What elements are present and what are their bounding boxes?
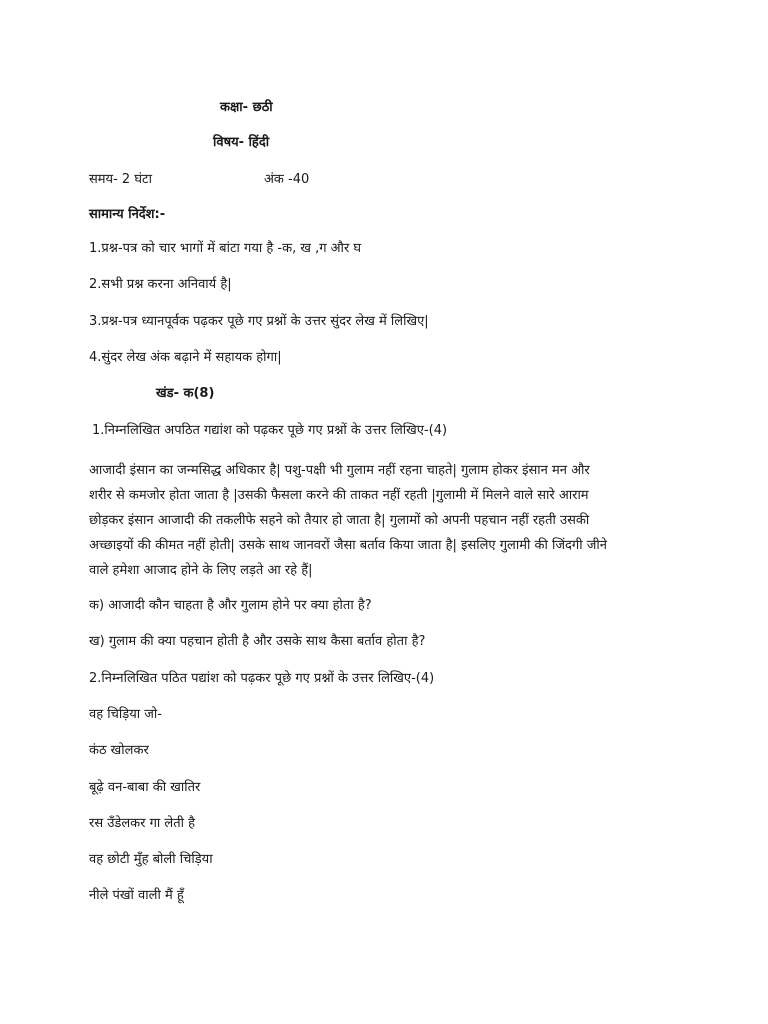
question-2-prompt: 2.निम्नलिखित पठित पद्यांश को पढ़कर पूछे गए प्रश्नों के उत्तर लिखिए-(4): [89, 671, 435, 686]
time-info: समय- 2 घंटा: [89, 172, 152, 187]
poem-line: बूढ़े वन-बाबा की खातिर: [89, 780, 201, 795]
marks-info: अंक -40: [264, 172, 310, 187]
instruction-item: 3.प्रश्न-पत्र ध्यानपूर्वक पढ़कर पूछे गए प्रश्नों के उत्तर सुंदर लेख में लिखिए|: [89, 314, 429, 329]
instruction-item: 2.सभी प्रश्न करना अनिवार्य है|: [89, 277, 232, 292]
instruction-item: 1.प्रश्न-पत्र को चार भागों में बांटा गया है -क, ख ,ग और घ: [89, 241, 362, 256]
question-1a: क) आजादी कौन चाहता है और गुलाम होने पर क्या होता है?: [89, 598, 372, 613]
question-1-prompt: 1.निम्नलिखित अपठित गद्यांश को पढ़कर पूछे गए प्रश्नों के उत्तर लिखिए-(4): [92, 423, 448, 438]
instruction-item: 4.सुंदर लेख अंक बढ़ाने में सहायक होगा|: [89, 350, 282, 365]
poem-line: कंठ खोलकर: [89, 743, 149, 758]
passage-line: शरीर से कमजोर होता जाता है |उसकी फैसला करने की ताकत नहीं रहती |गुलामी में मिलने वाले सारे आराम: [89, 488, 589, 503]
passage-line: आजादी इंसान का जन्मसिद्ध अधिकार है| पशु-पक्षी भी गुलाम नहीं रहना चाहते| गुलाम होकर इंसान मन और: [89, 463, 590, 478]
unseen-passage: [89, 458, 689, 583]
passage-line: वाले हमेशा आजाद होने के लिए लड़ते आ रहे हैं|: [89, 563, 313, 578]
poem-line: वह छोटी मुँह बोली चिड़िया: [89, 852, 213, 867]
subject-title: विषय- हिंदी: [213, 135, 270, 150]
general-instructions-heading: सामान्य निर्देश:-: [89, 207, 166, 222]
poem-line: नीले पंखों वाली मैं हूँ: [89, 888, 184, 903]
section-a-heading: खंड- क(8): [156, 386, 215, 401]
poem-line: वह चिड़िया जो-: [89, 707, 162, 722]
question-1b: ख) गुलाम की क्या पहचान होती है और उसके साथ कैसा बर्ताव होता है?: [89, 634, 426, 649]
passage-line: छोड़कर इंसान आजादी की तकलीफे सहने को तैयार हो जाता है| गुलामों को अपनी पहचान नहीं रहती उसकी: [89, 513, 590, 528]
poem-line: रस उँडेलकर गा लेती है: [89, 816, 196, 831]
passage-line: अच्छाइयों की कीमत नहीं होती| उसके साथ जानवरों जैसा बर्ताव किया जाता है| इसलिए गुलामी की जिंदगी जीने: [89, 538, 607, 553]
class-title: कक्षा- छठी: [220, 100, 273, 115]
